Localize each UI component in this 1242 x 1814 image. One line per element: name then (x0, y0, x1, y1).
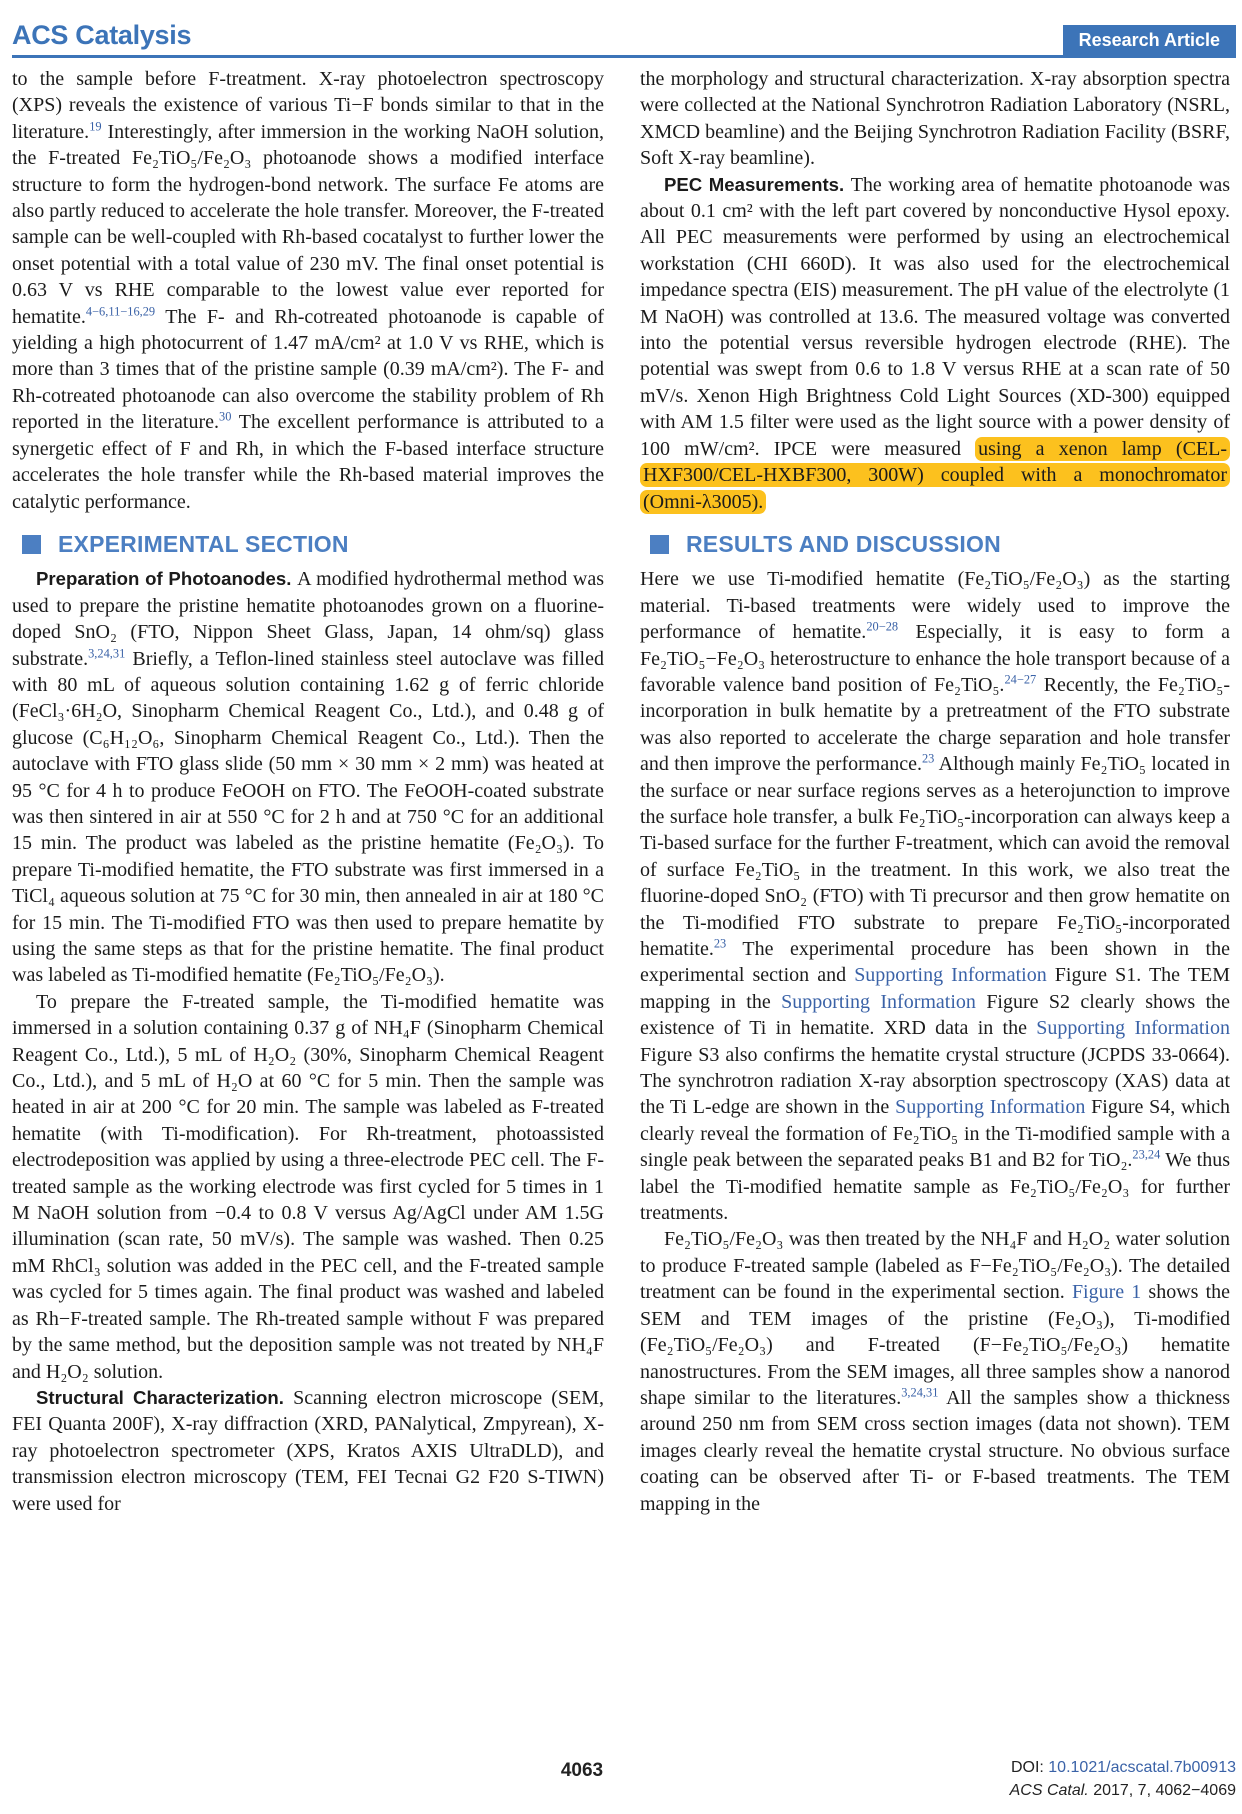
section-heading (640, 531, 1230, 557)
reference-superscript[interactable]: 23,24 (1132, 1147, 1161, 1162)
run-in-heading: PEC Measurements. (664, 173, 851, 195)
text-link[interactable]: Supporting Information (895, 1096, 1086, 1119)
footer-citation-block (1010, 1756, 1236, 1802)
left-column (12, 66, 604, 1517)
text-run: Recently, the Fe₂TiO₅-incorporation in bulk hematite by a pretreatment of the FTO substrate was also reported to accelerate the charge separation and hole transfer and then improve the performance. (640, 673, 1230, 776)
citation-line (1010, 1779, 1236, 1802)
run-in-heading: Structural Characterization. (36, 1386, 294, 1408)
text-link[interactable]: Supporting Information (781, 990, 976, 1013)
page-number: 4063 (560, 1760, 604, 1781)
text-run: shows the SEM and TEM images of the pristine (Fe₂O₃), Ti-modified (Fe₂TiO₅/Fe₂O₃) and F-treated (F−Fe₂TiO₅/Fe₂O₃) hematite nanostructures. From the SEM images, all three samples show a nanorod shape similar to the literatures. (640, 1281, 1231, 1409)
text-run: Although mainly Fe₂TiO₅ located in the surface or near surface regions serves as a heterojunction to improve the surface hole transfer, a bulk Fe₂TiO₅-incorporation can always keep a Ti-based surface for the further F-treatment, which can avoid the removal of surface Fe₂TiO₅ in the treatment. In this work, we also treat the fluorine-doped SnO₂ (FTO) with Ti precursor and then grow hematite on the Ti-modified FTO substrate to prepare Fe₂TiO₅-incorporated hematite. (640, 753, 1230, 960)
paragraph (640, 1226, 1230, 1516)
citation-rest: 2017, 7, 4062−4069 (1088, 1782, 1236, 1799)
text-run: Figure S3 also confirms the hematite crystal structure (JCPDS 33-0664). The synchrotron radiation X-ray absorption spectroscopy (XAS) data at the Ti L-edge are shown in the (640, 1043, 1230, 1119)
run-in-heading: Preparation of Photoanodes. (36, 568, 298, 590)
doi-link[interactable]: 10.1021/acscatal.7b00913 (1048, 1759, 1236, 1776)
text-run: The excellent performance is attributed to a synergetic effect of F and Rh, in which the F-based interface structure accelerates the hole transfer while the Rh-based material improves the catalytic performance. (12, 411, 604, 513)
journal-title: ACS Catalysis (12, 20, 192, 50)
text-run: A modified hydrothermal method was used to prepare the pristine hematite photoanodes grown on a fluorine-doped SnO₂ (FTO, Nippon Sheet Glass, Japan, 14 ohm/sq) glass substrate. (12, 568, 604, 670)
reference-superscript[interactable]: 23 (713, 936, 727, 951)
citation-journal: ACS Catal. (1009, 1782, 1089, 1799)
paragraph (12, 566, 604, 989)
text-run: Figure S4, which clearly reveal the formation of Fe₂TiO₅ in the Ti-modified sample with a single peak between the separated peaks B1 and B2 for TiO₂. (640, 1096, 1230, 1172)
paragraph (12, 66, 604, 515)
text-run: All the samples show a thickness around 250 nm from SEM cross section images (data not shown). TEM images clearly reveal the hematite crystal structure. No obvious surface coating can be observed after Ti- or F-based treatments. The TEM mapping in the (640, 1386, 1231, 1515)
reference-superscript[interactable]: 24−27 (1004, 672, 1037, 687)
section-bullet-icon (22, 535, 41, 554)
text-run: the morphology and structural characterization. X-ray absorption spectra were collected at the National Synchrotron Radiation Laboratory (NSRL, XMCD beamline) and the Beijing Synchrotron Radiation Facility (BSRF, Soft X-ray beamline). (640, 68, 1230, 170)
section-heading-label: EXPERIMENTAL SECTION (58, 530, 349, 557)
section-bullet-icon (650, 535, 669, 554)
paragraph (12, 1385, 604, 1517)
text-link[interactable]: Figure 1 (1071, 1281, 1142, 1304)
section-heading-label: RESULTS AND DISCUSSION (686, 530, 1001, 557)
text-run: Especially, it is easy to form a Fe₂TiO₅−Fe₂O₃ heterostructure to enhance the hole transport because of a favorable valence band position of Fe₂TiO₅. (640, 621, 1230, 696)
reference-superscript[interactable]: 23 (921, 751, 935, 766)
text-run: To prepare the F-treated sample, the Ti-modified hematite was immersed in a solution containing 0.37 g of NH₄F (Sinopharm Chemical Reagent Co., Ltd.), 5 mL of H₂O₂ (30%, Sinopharm Chemical Reagent Co., Ltd.), and 5 mL of H₂O at 60 °C for 5 min. Then the sample was heated in air at 200 °C for 20 min. The sample was labeled as F-treated hematite (with Ti-modification). For Rh-treatment, photoassisted electrodeposition was applied by using a three-electrode PEC cell. The F-treated sample as the working electrode was first cycled for 5 times in 1 M NaOH solution from −0.4 to 0.8 V versus Ag/AgCl under AM 1.5G illumination (scan rate, 50 mV/s). The sample was washed. Then 0.25 mM RhCl₃ solution was added in the PEC cell, and the F-treated sample was cycled for 5 times again. The final product was washed and labeled as Rh−F-treated sample. The Rh-treated sample without F was prepared by the same method, but the deposition sample was not treated by NH₄F and H₂O₂ solution. (12, 990, 604, 1383)
header-rule (12, 55, 1236, 58)
text-run: We thus label the Ti-modified hematite sample as Fe₂TiO₅/Fe₂O₃ for further treatments. (640, 1149, 1230, 1225)
text-run: The experimental procedure has been shown in the experimental section and (640, 938, 1230, 987)
paragraph (12, 989, 604, 1385)
text-run: to the sample before F-treatment. X-ray photoelectron spectroscopy (XPS) reveals the existence of various Ti−F bonds similar to that in the literature. (12, 68, 604, 143)
paragraph (640, 566, 1230, 1226)
doi-label: DOI: (1010, 1759, 1049, 1776)
section-heading (12, 531, 604, 557)
reference-superscript[interactable]: 3,24,31 (88, 645, 126, 660)
reference-superscript[interactable]: 30 (219, 409, 232, 424)
article-type-badge: Research Article (1063, 25, 1236, 56)
text-run: The working area of hematite photoanode was about 0.1 cm² with the left part covered by nonconductive Hysol epoxy. All PEC measurements were performed by using an electrochemical workstation (CHI 660D). It was also used for the electrochemical impedance spectra (EIS) measurement. The pH value of the electrolyte (1 M NaOH) was controlled at 13.6. The measured voltage was converted into the potential versus reversible hydrogen electrode (RHE). The potential was swept from 0.6 to 1.8 V versus RHE at a scan rate of 50 mV/s. Xenon High Brightness Cold Light Sources (XD-300) equipped with AM 1.5 filter were used as the light source with a power density of 100 mW/cm². IPCE were measured (640, 173, 1230, 460)
text-run: Here we use Ti-modified hematite (Fe₂TiO₅/Fe₂O₃) as the starting material. Ti-based treatments were widely used to improve the performance of hematite. (640, 568, 1230, 644)
text-link[interactable]: Supporting Information (1036, 1017, 1230, 1040)
text-run: Scanning electron microscope (SEM, FEI Quanta 200F), X-ray diffraction (XRD, PANalytical, Zmpyrean), X-ray photoelectron spectrometer (XPS, Kratos AXIS UltraDLD), and transmission electron microscopy (TEM, FEI Tecnai G2 F20 S-TIWN) were used for (12, 1386, 604, 1515)
right-column (640, 66, 1230, 1517)
text-link[interactable]: Supporting Information (854, 964, 1047, 987)
highlighted-text: using a xenon lamp (CEL-HXF300/CEL-HXBF300, 300W) coupled with a monochromator (Omni-λ3005). (640, 437, 1230, 514)
reference-superscript[interactable]: 20−28 (866, 619, 899, 634)
paragraph (640, 66, 1230, 172)
reference-superscript[interactable]: 4−6,11−16,29 (85, 304, 156, 318)
text-run: The F- and Rh-cotreated photoanode is capable of yielding a high photocurrent of 1.47 mA/cm² at 1.0 V vs RHE, which is more than 3 times that of the pristine sample (0.39 mA/cm²). The F- and Rh-cotreated photoanode can also overcome the stability problem of Rh reported in the literature. (12, 305, 604, 434)
text-run: Briefly, a Teflon-lined stainless steel autoclave was filled with 80 mL of aqueous solution containing 1.62 g of ferric chloride (FeCl₃·6H₂O, Sinopharm Chemical Reagent Co., Ltd.), and 0.48 g of glucose (C₆H₁₂O₆, Sinopharm Chemical Reagent Co., Ltd.). Then the autoclave with FTO glass slide (50 mm × 30 mm × 2 mm) was heated at 95 °C for 4 h to produce FeOOH on FTO. The FeOOH-coated substrate was then sintered in air at 550 °C for 2 h and at 750 °C for an additional 15 min. The product was labeled as the pristine hematite (Fe₂O₃). To prepare Ti-modified hematite, the FTO substrate was first immersed in a TiCl₄ aqueous solution at 75 °C for 30 min, then annealed in air at 180 °C for 15 min. The Ti-modified FTO was then used to prepare hematite by using the same steps as that for the pristine hematite. The final product was labeled as Ti-modified hematite (Fe₂TiO₅/Fe₂O₃). (12, 647, 604, 987)
text-run: Figure S2 clearly shows the existence of Ti in hematite. XRD data in the (640, 990, 1231, 1040)
text-run: Figure S1. The TEM mapping in the (640, 964, 1230, 1013)
reference-superscript[interactable]: 3,24,31 (901, 1385, 939, 1400)
paragraph (640, 172, 1230, 515)
text-run: Interestingly, after immersion in the working NaOH solution, the F-treated Fe₂TiO₅/Fe₂O₃ photoanode shows a modified interface structure to form the hydrogen-bond network. The surface Fe atoms are also partly reduced to accelerate the hole transfer. Moreover, the F-treated sample can be well-coupled with Rh-based cocatalyst to further lower the onset potential with a total value of 230 mV. The final onset potential is 0.63 V vs RHE comparable to the lowest value ever reported for hematite. (12, 120, 604, 328)
reference-superscript[interactable]: 19 (89, 119, 102, 134)
doi-line (1010, 1756, 1236, 1779)
text-run: Fe₂TiO₅/Fe₂O₃ was then treated by the NH₄F and H₂O₂ water solution to produce F-treated sample (labeled as F−Fe₂TiO₅/Fe₂O₃). The detailed treatment can be found in the experimental section. (640, 1228, 1230, 1304)
